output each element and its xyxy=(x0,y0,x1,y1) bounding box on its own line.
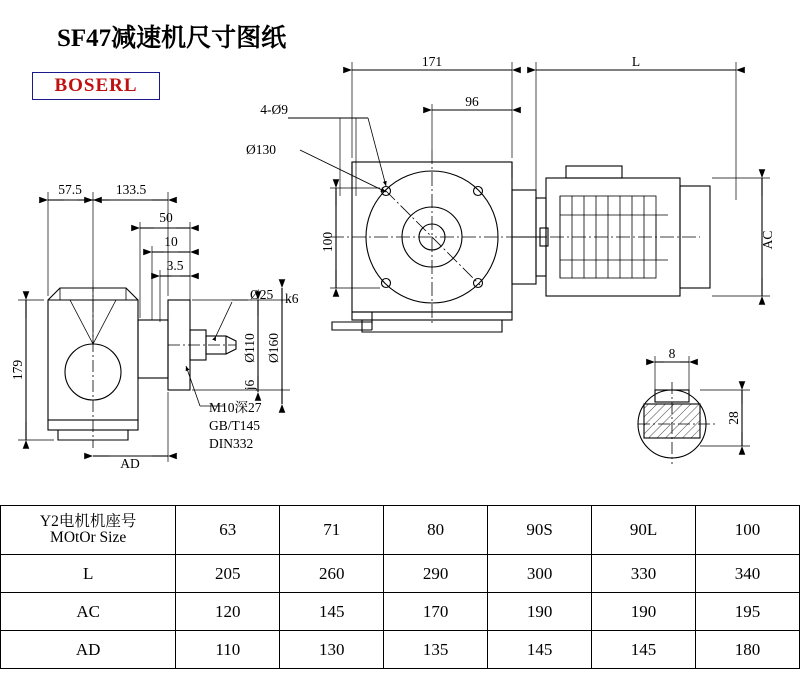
shaft-detail xyxy=(638,382,716,464)
table-cell: 190 xyxy=(488,593,592,631)
table-cell: 110 xyxy=(176,631,280,669)
table-cell: 135 xyxy=(384,631,488,669)
dim-57-5-label: 57.5 xyxy=(58,182,82,197)
dim-L-top-label: L xyxy=(631,54,641,69)
table-row xyxy=(1,593,800,631)
dim-8-label: 8 xyxy=(668,346,676,361)
dim-10-label: 10 xyxy=(164,234,178,249)
dim-D25-geometry xyxy=(216,300,248,336)
table-cell: 170 xyxy=(384,593,488,631)
table-cell: 180 xyxy=(696,631,800,669)
table-cell: 71 xyxy=(280,506,384,555)
table-row-label: AC xyxy=(1,593,176,631)
table-cell: 190 xyxy=(592,593,696,631)
dim-AD-geometry xyxy=(93,392,168,462)
dim-3-5-geometry xyxy=(160,270,190,322)
table-cell: 120 xyxy=(176,593,280,631)
table-cell: 90L xyxy=(592,506,696,555)
dim-133-5-label: 133.5 xyxy=(115,182,147,197)
table-header-line2: MOtOr Size xyxy=(50,529,127,546)
dim-4xD9-geometry xyxy=(288,118,386,196)
dim-50-label: 50 xyxy=(159,210,173,225)
table-cell: 290 xyxy=(384,555,488,593)
table-row-label: AD xyxy=(1,631,176,669)
dim-4xD9-label: 4-Ø9 xyxy=(260,102,288,117)
table-cell: 330 xyxy=(592,555,696,593)
table-cell: 90S xyxy=(488,506,592,555)
table-cell: 130 xyxy=(280,631,384,669)
table-row xyxy=(1,555,800,593)
table-cell: 145 xyxy=(592,631,696,669)
left-view-gearbox xyxy=(48,288,236,440)
dim-D25-tol-label: k6 xyxy=(285,291,299,306)
logo-text: BOSERL xyxy=(54,75,138,96)
table-cell: 145 xyxy=(280,593,384,631)
dim-L-geometry xyxy=(536,62,736,200)
dim-D160-label: Ø160 xyxy=(266,333,281,363)
dim-AC-label: AC xyxy=(760,230,775,250)
table-cell: 63 xyxy=(176,506,280,555)
dim-96-geometry xyxy=(432,104,512,150)
table-cell: 145 xyxy=(488,631,592,669)
table-cell: 340 xyxy=(696,555,800,593)
table-cell: 100 xyxy=(696,506,800,555)
table-cell: 205 xyxy=(176,555,280,593)
main-view-adapter xyxy=(512,190,546,284)
note-thread-label: M10深27 xyxy=(209,400,262,415)
main-view-gearbox xyxy=(332,162,512,332)
dim-100-geometry xyxy=(330,188,380,288)
dimension-table xyxy=(0,505,800,669)
main-view-motor xyxy=(540,166,710,296)
table-row-label: L xyxy=(1,555,176,593)
table-header-line1: Y2电机机座号 xyxy=(39,512,137,530)
note-din-label: DIN332 xyxy=(209,436,254,451)
table-cell: 260 xyxy=(280,555,384,593)
dim-179-label: 179 xyxy=(10,359,25,381)
dim-57-133-geometry xyxy=(48,192,168,296)
dim-28-geometry xyxy=(700,390,750,446)
dim-100-label: 100 xyxy=(320,231,335,253)
dim-AD-label: AD xyxy=(120,456,140,471)
table-cell: 300 xyxy=(488,555,592,593)
note-standard-label: GB/T145 xyxy=(209,418,261,433)
table-row xyxy=(1,631,800,669)
dim-D130-label: Ø130 xyxy=(246,142,276,157)
table-header-motor-size xyxy=(1,506,176,555)
table-row-header xyxy=(1,506,800,555)
dim-28-label: 28 xyxy=(726,411,741,425)
dim-3-5-label: 3.5 xyxy=(166,258,184,273)
dim-D110-label: Ø110 xyxy=(242,333,257,363)
table-cell: 195 xyxy=(696,593,800,631)
dim-96-label: 96 xyxy=(465,94,479,109)
dim-171-label: 171 xyxy=(421,54,443,69)
table-cell: 80 xyxy=(384,506,488,555)
page-title: SF47减速机尺寸图纸 xyxy=(57,25,287,52)
dim-D130-geometry xyxy=(300,150,386,192)
dim-D110-tol-label: j6 xyxy=(242,379,257,391)
dim-D25-label: Ø25 xyxy=(250,287,274,302)
